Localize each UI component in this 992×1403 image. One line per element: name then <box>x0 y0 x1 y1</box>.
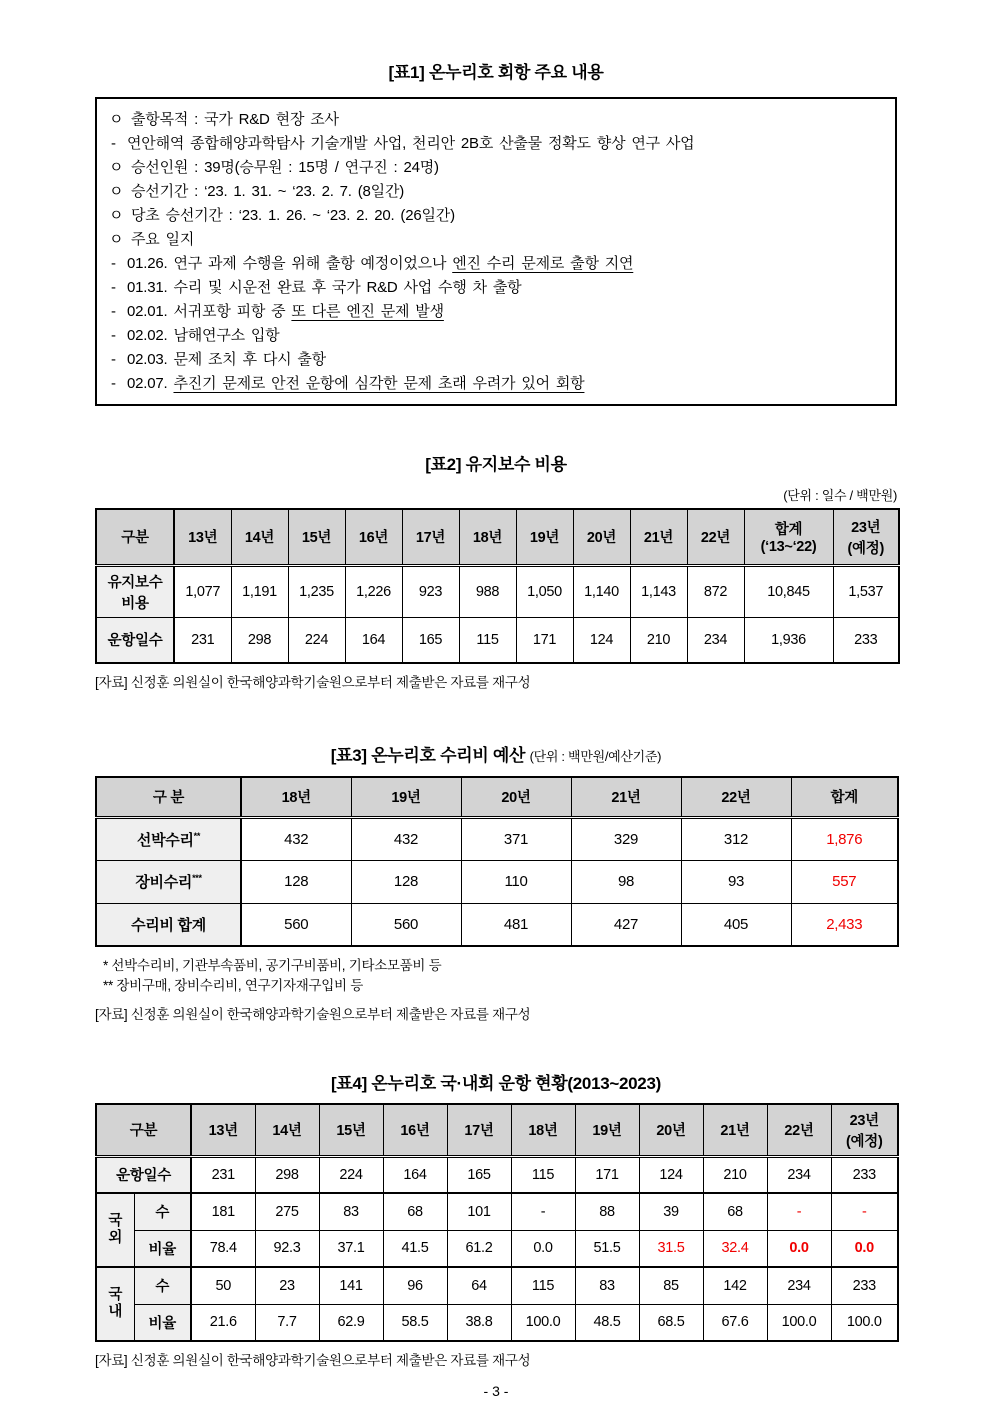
column-header: 22년 <box>767 1104 831 1156</box>
line-bullet: - <box>111 351 116 368</box>
table-cell: 234 <box>687 617 744 663</box>
line-text: 02.01. 서귀포항 피항 중 <box>127 303 292 320</box>
table-cell: 21.6 <box>191 1304 255 1341</box>
table-row <box>96 565 899 617</box>
table-cell: 41.5 <box>383 1230 447 1267</box>
line-bullet: ㅇ <box>109 111 124 128</box>
table-cell: 83 <box>575 1267 639 1304</box>
table-cell: 923 <box>402 565 459 617</box>
table-cell: 181 <box>191 1193 255 1230</box>
table-cell: 432 <box>351 817 461 860</box>
table-cell: 83 <box>319 1193 383 1230</box>
table-row <box>96 1267 898 1304</box>
column-header: 21년 <box>703 1104 767 1156</box>
table-cell: 58.5 <box>383 1304 447 1341</box>
table-cell: 0.0 <box>511 1230 575 1267</box>
table-cell: 96 <box>383 1267 447 1304</box>
table-cell: 37.1 <box>319 1230 383 1267</box>
table-cell: 124 <box>573 617 630 663</box>
table-cell: 88 <box>575 1193 639 1230</box>
table-cell: 101 <box>447 1193 511 1230</box>
table-cell: 48.5 <box>575 1304 639 1341</box>
table-cell: 432 <box>241 817 351 860</box>
table-cell: 231 <box>174 617 231 663</box>
header-row <box>96 1104 898 1156</box>
row-label: 유지보수 비용 <box>96 565 174 617</box>
table-cell: 231 <box>191 1156 255 1193</box>
table-cell: 0.0 <box>767 1230 831 1267</box>
table3-section <box>95 741 897 1023</box>
table-row <box>96 617 899 663</box>
table-cell: 110 <box>461 860 571 903</box>
table-row <box>96 860 898 903</box>
box-line <box>109 204 885 228</box>
column-header: 20년 <box>573 509 630 565</box>
table-cell: 142 <box>703 1267 767 1304</box>
table4-source-note: [자료] 신정훈 의원실이 한국해양과학기술원으로부터 제출받은 자료를 재구성 <box>95 1353 531 1368</box>
table-cell: 1,050 <box>516 565 573 617</box>
table-cell: 165 <box>402 617 459 663</box>
row-label: 수 <box>134 1267 191 1304</box>
group-label: 국 외 <box>96 1193 134 1267</box>
table-row <box>96 1193 898 1230</box>
box-line <box>109 180 885 204</box>
line-bullet: - <box>111 135 116 152</box>
table-cell: 68 <box>383 1193 447 1230</box>
line-text: 승선인원 : 39명(승무원 : 15명 / 연구진 : 24명) <box>131 159 439 176</box>
table-cell: 68 <box>703 1193 767 1230</box>
table-cell: 988 <box>459 565 516 617</box>
line-text: 02.03. 문제 조치 후 다시 출항 <box>127 351 326 368</box>
line-text: 01.31. 수리 및 시운전 완료 후 국가 R&D 사업 수행 차 출항 <box>127 279 522 296</box>
table-cell: 115 <box>511 1267 575 1304</box>
table-cell: 405 <box>681 903 791 946</box>
table-cell: 557 <box>791 860 898 903</box>
table2-title: [표2] 유지보수 비용 <box>425 455 567 474</box>
operation-status-table <box>95 1103 899 1342</box>
table-cell: 312 <box>681 817 791 860</box>
table-cell: 92.3 <box>255 1230 319 1267</box>
table-cell: 164 <box>383 1156 447 1193</box>
column-header: 15년 <box>288 509 345 565</box>
table-row <box>96 903 898 946</box>
table-cell: 1,235 <box>288 565 345 617</box>
table-row <box>96 817 898 860</box>
table4-section <box>95 1069 897 1369</box>
line-text: 연안해역 종합해양과학탐사 기술개발 사업, 천리안 2B호 산출물 정확도 향상 연구 사업 <box>127 135 695 152</box>
underlined-text: 또 다른 엔진 문제 발생 <box>291 303 444 320</box>
table-cell: 560 <box>241 903 351 946</box>
column-header: 18년 <box>459 509 516 565</box>
table-cell: 233 <box>831 1156 898 1193</box>
column-header: 21년 <box>630 509 687 565</box>
table-cell: 165 <box>447 1156 511 1193</box>
table-cell: 61.2 <box>447 1230 511 1267</box>
table4-title: [표4] 온누리호 국·내회 운항 현황(2013~2023) <box>331 1074 661 1093</box>
column-header: 20년 <box>639 1104 703 1156</box>
line-bullet: - <box>111 279 116 296</box>
table-cell: 115 <box>459 617 516 663</box>
table-cell: 329 <box>571 817 681 860</box>
table-cell: 68.5 <box>639 1304 703 1341</box>
column-header: 구 분 <box>96 777 241 817</box>
table-cell: 100.0 <box>511 1304 575 1341</box>
table-cell: 50 <box>191 1267 255 1304</box>
row-label: 비율 <box>134 1230 191 1267</box>
table1-summary-box <box>95 97 897 406</box>
table-cell: 210 <box>703 1156 767 1193</box>
row-label: 장비수리*** <box>96 860 241 903</box>
table-cell: 64 <box>447 1267 511 1304</box>
column-header: 14년 <box>231 509 288 565</box>
row-label: 비율 <box>134 1304 191 1341</box>
table-cell: 2,433 <box>791 903 898 946</box>
column-header: 16년 <box>345 509 402 565</box>
table-cell: 1,077 <box>174 565 231 617</box>
table-cell: - <box>767 1193 831 1230</box>
column-header: 23년 (예정) <box>831 1104 898 1156</box>
table-cell: 298 <box>255 1156 319 1193</box>
column-header: 17년 <box>402 509 459 565</box>
table-cell: 275 <box>255 1193 319 1230</box>
table1-title: [표1] 온누리호 회항 주요 내용 <box>388 63 604 82</box>
table-cell: 7.7 <box>255 1304 319 1341</box>
table-cell: 1,226 <box>345 565 402 617</box>
table-cell: 32.4 <box>703 1230 767 1267</box>
column-header: 13년 <box>174 509 231 565</box>
table-cell: 1,876 <box>791 817 898 860</box>
row-label: 운항일수 <box>96 617 174 663</box>
row-label: 수 <box>134 1193 191 1230</box>
footnote-marker: *** <box>192 873 202 883</box>
table-cell: 560 <box>351 903 461 946</box>
table-cell: 128 <box>351 860 461 903</box>
column-header: 19년 <box>575 1104 639 1156</box>
table-cell: 67.6 <box>703 1304 767 1341</box>
table3-title-text: [표3] 온누리호 수리비 예산 <box>330 746 526 765</box>
footnote-1: * 선박수리비, 기관부속품비, 공기구비품비, 기타소모품비 등 <box>103 958 442 973</box>
line-text: 01.26. 연구 과제 수행을 위해 출항 예정이었으나 <box>127 255 453 272</box>
table2-section <box>95 450 897 691</box>
line-bullet: - <box>111 303 116 320</box>
table-cell: 85 <box>639 1267 703 1304</box>
table-cell: 171 <box>516 617 573 663</box>
line-bullet: - <box>111 327 116 344</box>
line-text: 02.02. 남해연구소 입항 <box>127 327 280 344</box>
table-cell: 1,191 <box>231 565 288 617</box>
table3-unit-note: (단위 : 백만원/예산기준) <box>529 749 662 764</box>
box-line <box>109 108 885 132</box>
line-bullet: ㅇ <box>109 231 124 248</box>
table2-source-note: [자료] 신정훈 의원실이 한국해양과학기술원으로부터 제출받은 자료를 재구성 <box>95 675 531 690</box>
line-text: 주요 일지 <box>131 231 195 248</box>
table-cell: 93 <box>681 860 791 903</box>
footnote-2: ** 장비구매, 장비수리비, 연구기자재구입비 등 <box>103 978 363 993</box>
table-cell: 98 <box>571 860 681 903</box>
box-line <box>109 348 885 372</box>
table-cell: 10,845 <box>744 565 833 617</box>
box-line <box>109 276 885 300</box>
box-line <box>109 228 885 252</box>
line-bullet: ㅇ <box>109 207 124 224</box>
table-cell: 1,140 <box>573 565 630 617</box>
column-header: 17년 <box>447 1104 511 1156</box>
table-cell: 62.9 <box>319 1304 383 1341</box>
line-bullet: - <box>111 375 116 392</box>
table2-unit-note: (단위 : 일수 / 백만원) <box>783 488 897 503</box>
header-row <box>96 509 899 565</box>
underlined-text: 엔진 수리 문제로 출항 지연 <box>452 255 634 272</box>
table-cell: 298 <box>231 617 288 663</box>
repair-budget-table <box>95 776 899 947</box>
table-row <box>96 1304 898 1341</box>
header-row <box>96 777 898 817</box>
table-cell: 164 <box>345 617 402 663</box>
table-cell: 100.0 <box>767 1304 831 1341</box>
column-header: 13년 <box>191 1104 255 1156</box>
table-cell: 171 <box>575 1156 639 1193</box>
column-header: 19년 <box>351 777 461 817</box>
table-cell: 481 <box>461 903 571 946</box>
line-bullet: ㅇ <box>109 159 124 176</box>
table-cell: 31.5 <box>639 1230 703 1267</box>
column-header: 23년 (예정) <box>833 509 899 565</box>
column-header: 구분 <box>96 509 174 565</box>
table-cell: 115 <box>511 1156 575 1193</box>
table-cell: - <box>511 1193 575 1230</box>
box-line <box>109 324 885 348</box>
table-cell: 872 <box>687 565 744 617</box>
box-line <box>109 252 885 276</box>
column-header: 합계 <box>791 777 898 817</box>
table-cell: 100.0 <box>831 1304 898 1341</box>
table3-title <box>95 741 897 766</box>
table-cell: 78.4 <box>191 1230 255 1267</box>
line-bullet: - <box>111 255 116 272</box>
line-text: 02.07. <box>127 375 174 392</box>
table-cell: 0.0 <box>831 1230 898 1267</box>
table-cell: 1,143 <box>630 565 687 617</box>
box-line <box>109 372 885 396</box>
table-cell: 38.8 <box>447 1304 511 1341</box>
row-label: 선박수리** <box>96 817 241 860</box>
group-label: 국 내 <box>96 1267 134 1341</box>
table-cell: 233 <box>833 617 899 663</box>
box-line <box>109 132 885 156</box>
table-cell: 51.5 <box>575 1230 639 1267</box>
table-cell: 233 <box>831 1267 898 1304</box>
table-cell: - <box>831 1193 898 1230</box>
table-cell: 23 <box>255 1267 319 1304</box>
table-cell: 124 <box>639 1156 703 1193</box>
column-header: 18년 <box>241 777 351 817</box>
column-header: 19년 <box>516 509 573 565</box>
column-header: 14년 <box>255 1104 319 1156</box>
column-header: 21년 <box>571 777 681 817</box>
line-text: 승선기간 : ‘23. 1. 31. ~ ‘23. 2. 7. (8일간) <box>131 183 405 200</box>
row-label: 운항일수 <box>96 1156 191 1193</box>
column-header: 20년 <box>461 777 571 817</box>
column-header: 18년 <box>511 1104 575 1156</box>
line-bullet: ㅇ <box>109 183 124 200</box>
table-cell: 1,537 <box>833 565 899 617</box>
footnote-marker: ** <box>193 830 201 841</box>
column-header: 구분 <box>96 1104 191 1156</box>
table-cell: 224 <box>288 617 345 663</box>
line-text: 당초 승선기간 : ‘23. 1. 26. ~ ‘23. 2. 20. (26일간) <box>131 207 455 224</box>
page-number: - 3 - <box>483 1383 509 1399</box>
table-cell: 224 <box>319 1156 383 1193</box>
table-cell: 1,936 <box>744 617 833 663</box>
table-cell: 371 <box>461 817 571 860</box>
table-cell: 427 <box>571 903 681 946</box>
column-header: 16년 <box>383 1104 447 1156</box>
table3-footnotes <box>95 956 897 996</box>
row-label: 수리비 합계 <box>96 903 241 946</box>
table-cell: 234 <box>767 1267 831 1304</box>
table-cell: 39 <box>639 1193 703 1230</box>
table-cell: 234 <box>767 1156 831 1193</box>
maintenance-cost-table <box>95 508 900 664</box>
box-line <box>109 156 885 180</box>
column-header: 22년 <box>687 509 744 565</box>
table-row <box>96 1156 898 1193</box>
column-header: 15년 <box>319 1104 383 1156</box>
line-text: 출항목적 : 국가 R&D 현장 조사 <box>131 111 339 128</box>
table-cell: 210 <box>630 617 687 663</box>
column-header: 합계 (‘13~‘22) <box>744 509 833 565</box>
column-header: 22년 <box>681 777 791 817</box>
table-cell: 141 <box>319 1267 383 1304</box>
table-cell: 128 <box>241 860 351 903</box>
box-line <box>109 300 885 324</box>
underlined-text: 추진기 문제로 안전 운항에 심각한 문제 초래 우려가 있어 회항 <box>173 375 585 392</box>
table-row <box>96 1230 898 1267</box>
table3-source-note: [자료] 신정훈 의원실이 한국해양과학기술원으로부터 제출받은 자료를 재구성 <box>95 1007 531 1022</box>
